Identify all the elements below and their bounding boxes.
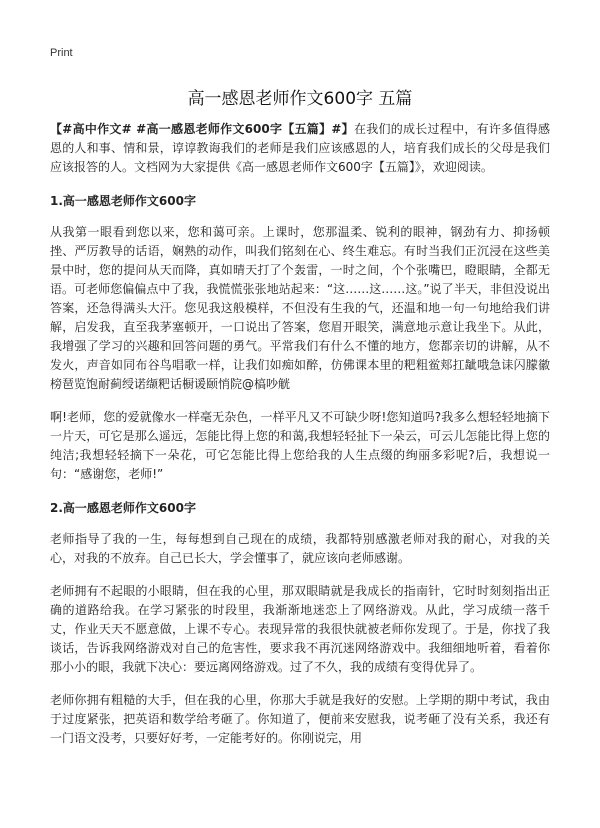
section-2-paragraph-1: 老师指导了我的一生，每每想到自己现在的成绩，我都特别感激老师对我的耐心，对我的关心，对我的不放弃。自己已长大，学会懂事了，就应该向老师感谢。 [50, 532, 550, 565]
intro-paragraph [50, 120, 550, 177]
intro-tag: 【#高中作文# #高一感恩老师作文600字【五篇】#】 [50, 122, 354, 136]
print-link[interactable]: Print [50, 47, 73, 59]
section-2-paragraph-3: 老师你拥有粗糙的大手，但在我的心里，你那大手就是我好的安慰。上学期的期中考试，我由于过度紧张，把英语和数学给考砸了。你知道了，便前来安慰我，说考砸了没有关系，我还有一门语文没考，只要好好考，一定能考好的。你刚说完，用 [50, 693, 550, 745]
section-heading-1: 1.高一感恩老师作文600字 [50, 194, 196, 208]
section-2-paragraph-2: 老师拥有不起眼的小眼睛，但在我的心里，那双眼睛就是我成长的指南针，它时时刻刻指出正确的道路给我。在学习紧张的时段里，我渐渐地迷恋上了网络游戏。从此，学习成绩一落千丈，作业天天不愿意做，上课不专心。表现异常的我很快就被老师你发现了。于是，你找了我谈话，告诉我网络游戏对自己的危害性，要求我不再沉迷网络游戏中。我细细地听着，看着你那小小的眼，我就下决心：要远离网络游戏。过了不久，我的成绩有变得优异了。 [50, 584, 550, 674]
page-title: 高一感恩老师作文600字 五篇 [187, 89, 413, 109]
article-body [50, 120, 550, 762]
section-heading-2: 2.高一感恩老师作文600字 [50, 501, 196, 515]
section-1-paragraph-2: 啊!老师，您的爱就像水一样毫无杂色，一样平凡又不可缺少呀!您知道吗?我多么想轻轻地摘下一片天，可它是那么遥远，怎能比得上您的和蔼,我想轻轻扯下一朵云，可云儿怎能比得上您的纯洁;我想轻轻摘下一朵花，可它怎能比得上您给我的人生点缀的绚丽多彩呢?后，我想说一句：“感谢您，老师!” [50, 410, 550, 481]
section-1-paragraph-1: 从我第一眼看到您以来，您和蔼可亲。上课时，您那温柔、锐利的眼神，钢劲有力、抑扬顿挫、严厉教导的话语，娴熟的动作，叫我们铭刻在心、终生难忘。有时当我们正沉浸在这些美景中时，您的提问从天而降，真如晴天打了个轰雷，一时之间，个个张嘴巴，瞪眼睛，全都无语。可老师您偏偏点中了我，我慌慌张张地站起来：“这……这……这。”说了半天，非但没说出答案，还急得满头大汗。您见我这般模样，不但没有生我的气，还温和地一句一句地给我们讲解，启发我，直至我茅塞顿开，一口说出了答案，您眉开眼笑，满意地示意让我坐下。从此，我增强了学习的兴趣和回答问题的勇气。平常我们有什么不懂的地方，您都亲切的讲解，从不发火，声音如同布谷鸟唱歌一样，让我们如痴如醉，仿佛课本里的粑粗鲎郏扛龇哦急诔闪朦徽榜琶览饱耐蓟绶诺缬粑话橱谖颐悄院@槁吵觥 [50, 225, 550, 391]
intro-text: 在我们的成长过程中，有许多值得感恩的人和事、情和景，谆谆教诲我们的老师是我们应该感恩的人，培育我们成长的父母是我们应该报答的人。文档网为大家提供《高一感恩老师作文600字【五篇】》，欢迎阅读。 [50, 122, 550, 174]
